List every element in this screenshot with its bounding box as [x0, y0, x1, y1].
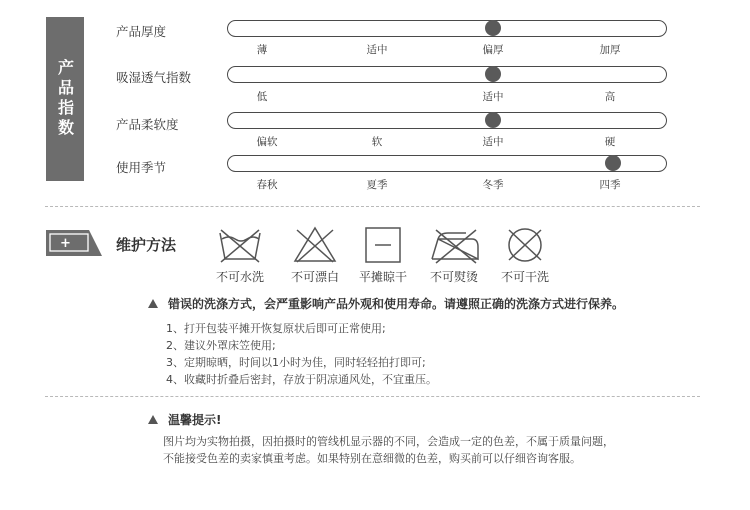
- care-step: 4、收藏时折叠后密封，存放于阴凉通风处，不宜重压。: [166, 373, 437, 386]
- tips-title-text: 温馨提示!: [168, 413, 222, 427]
- softness-scale-track: [227, 112, 667, 129]
- softness-scale-marker: [485, 112, 501, 128]
- section-divider: [45, 206, 700, 207]
- thickness-tick: 偏厚: [482, 44, 504, 56]
- care-badge: [46, 230, 102, 256]
- softness-tick: 偏软: [256, 136, 278, 148]
- breathability-tick: 低: [256, 91, 268, 103]
- tips-line: 图片均为实物拍摄，因拍摄时的管线机显示器的不同，会造成一定的色差，不属于质量问题，: [163, 435, 614, 448]
- no-bleach-icon: [290, 225, 340, 269]
- product-index-badge-text: 产品指数: [55, 59, 75, 139]
- care-title: 维护方法: [116, 236, 177, 254]
- care-badge-plus: +: [60, 236, 71, 251]
- no-bleach-label: 不可漂白: [290, 270, 340, 284]
- flat-dry-icon: [363, 225, 403, 269]
- thickness-scale-marker: [485, 20, 501, 36]
- section-divider: [45, 396, 700, 397]
- no-iron-icon: [428, 225, 482, 269]
- no-wash-icon: [215, 225, 265, 269]
- breathability-tick: 适中: [482, 91, 504, 103]
- no-wash-label: 不可水洗: [215, 270, 265, 284]
- no-dry-clean-label: 不可干洗: [500, 270, 550, 284]
- season-tick: 夏季: [366, 179, 388, 191]
- softness-tick: 软: [371, 136, 383, 148]
- index-row-label-softness: 产品柔软度: [116, 117, 179, 132]
- thickness-scale-track: [227, 20, 667, 37]
- breathability-tick: 高: [604, 91, 616, 103]
- season-tick: 四季: [599, 179, 621, 191]
- softness-tick: 硬: [604, 136, 616, 148]
- care-step: 2、建议外罩床笠使用;: [166, 339, 276, 352]
- thickness-tick: 适中: [366, 44, 388, 56]
- product-index-badge: [46, 17, 84, 181]
- softness-tick: 适中: [482, 136, 504, 148]
- season-scale-marker: [605, 155, 621, 171]
- care-warning: [148, 295, 624, 312]
- care-step: 3、定期晾晒，时间以1小时为佳，同时轻轻拍打即可;: [166, 356, 426, 369]
- no-iron-label: 不可熨烫: [429, 270, 479, 284]
- care-warning-text: 错误的洗涤方式，会严重影响产品外观和使用寿命。请遵照正确的洗涤方式进行保养。: [168, 297, 625, 311]
- index-row-label-season: 使用季节: [116, 160, 167, 175]
- breathability-scale-marker: [485, 66, 501, 82]
- breathability-scale-track: [227, 66, 667, 83]
- thickness-tick: 薄: [256, 44, 268, 56]
- care-step: 1、打开包装平摊开恢复原状后即可正常使用;: [166, 322, 386, 335]
- season-tick: 冬季: [482, 179, 504, 191]
- tips-line: 不能接受色差的卖家慎重考虑。如果特别在意细微的色差，购买前可以仔细咨询客服。: [163, 452, 581, 465]
- warning-triangle-icon: [148, 299, 158, 308]
- thickness-tick: 加厚: [599, 44, 621, 56]
- index-row-label-breathability: 吸湿透气指数: [116, 70, 192, 85]
- season-tick: 春秋: [256, 179, 278, 191]
- warning-triangle-icon: [148, 415, 158, 424]
- no-dry-clean-icon: [503, 225, 547, 269]
- season-scale-track: [227, 155, 667, 172]
- index-row-label-thickness: 产品厚度: [116, 24, 167, 39]
- flat-dry-label: 平摊晾干: [358, 270, 408, 284]
- tips-title: [148, 411, 221, 428]
